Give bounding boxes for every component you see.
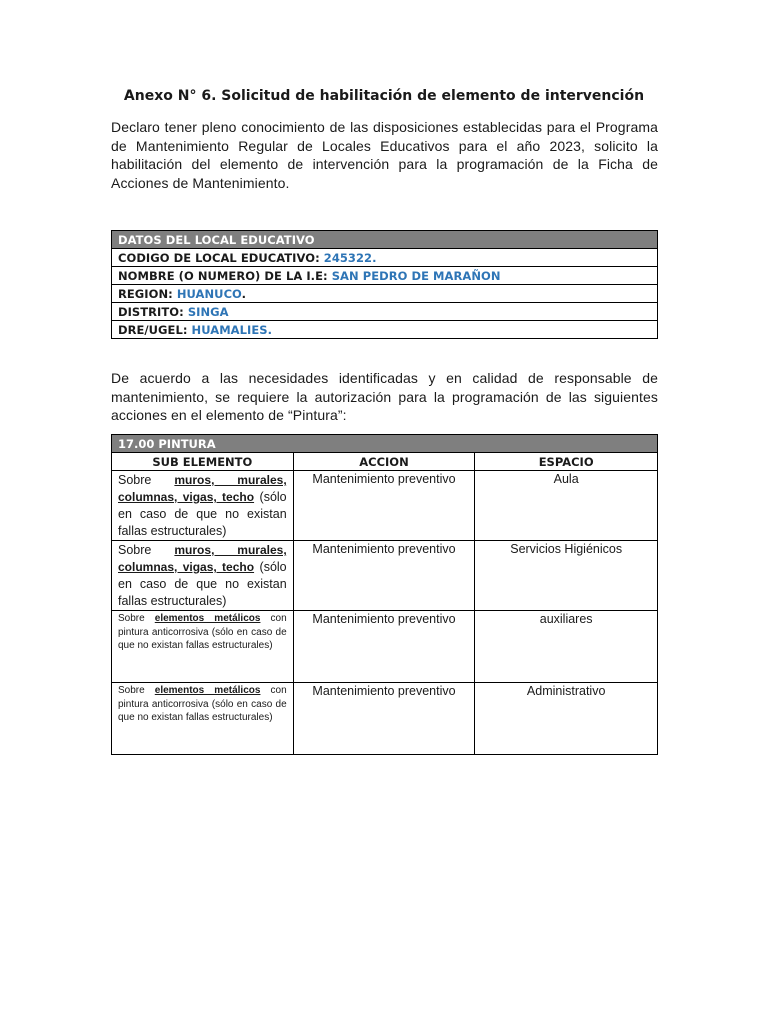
sub-prefix: Sobre [118, 543, 175, 557]
distrito-value: SINGA [187, 304, 229, 319]
codigo-label: CODIGO DE LOCAL EDUCATIVO: [118, 250, 324, 265]
sub-prefix: Sobre [118, 473, 175, 487]
accion-cell: Mantenimiento preventivo [293, 611, 475, 683]
sub-prefix: Sobre [118, 685, 155, 696]
local-data-table [111, 230, 658, 339]
nombre-label: NOMBRE (O NUMERO) DE LA I.E: [118, 268, 332, 283]
nombre-value: SAN PEDRO DE MARAÑON [331, 268, 501, 283]
table-row [112, 541, 658, 611]
sub-suffix: con pintura anticorrosiva (sólo en caso de que no existan fallas estructurales) [118, 613, 287, 651]
region-suffix: . [241, 286, 247, 301]
intro-paragraph: Declaro tener pleno conocimiento de las disposiciones establecidas para el Programa de Mantenimiento Regular de Locales Educativos para el año 2023, solicito la habilitación del elemento de intervención para la programación de la Ficha de Acciones de Mantenimiento. [111, 119, 658, 191]
sub-underlined: elementos metálicos [154, 685, 261, 696]
sub-elemento-cell [112, 683, 294, 755]
column-header-sub-elemento: SUB ELEMENTO [112, 453, 294, 471]
accion-cell: Mantenimiento preventivo [293, 683, 475, 755]
dre-ugel-value: HUAMALIES. [191, 322, 272, 337]
table-row [112, 267, 658, 285]
table-row [112, 471, 658, 541]
local-table-header: DATOS DEL LOCAL EDUCATIVO [112, 231, 658, 249]
paint-table-header: 17.00 PINTURA [112, 435, 658, 453]
sub-suffix: (sólo en caso de que no existan fallas estructurales) [118, 560, 287, 608]
dre-ugel-cell [112, 321, 658, 339]
accion-cell: Mantenimiento preventivo [293, 541, 475, 611]
table-row [112, 285, 658, 303]
accion-cell: Mantenimiento preventivo [293, 471, 475, 541]
sub-underlined: elementos metálicos [154, 613, 261, 624]
column-header-accion: ACCION [293, 453, 475, 471]
espacio-cell: Administrativo [475, 683, 658, 755]
table-row [112, 303, 658, 321]
espacio-cell: Servicios Higiénicos [475, 541, 658, 611]
sub-underlined: muros, murales, columnas, vigas, techo [118, 473, 287, 504]
sub-elemento-cell [112, 611, 294, 683]
region-label: REGION: [118, 286, 177, 301]
dre-ugel-label: DRE/UGEL: [118, 322, 192, 337]
sub-suffix: con pintura anticorrosiva (sólo en caso de que no existan fallas estructurales) [118, 685, 287, 723]
sub-suffix: (sólo en caso de que no existan fallas estructurales) [118, 490, 287, 538]
espacio-cell: Aula [475, 471, 658, 541]
table-row [112, 683, 658, 755]
nombre-cell [112, 267, 658, 285]
paint-actions-table [111, 434, 658, 755]
region-cell [112, 285, 658, 303]
sub-elemento-cell [112, 471, 294, 541]
codigo-value: 245322. [323, 250, 377, 265]
sub-prefix: Sobre [118, 613, 155, 624]
table-row [112, 611, 658, 683]
region-value: HUANUCO [176, 286, 242, 301]
table-row [112, 249, 658, 267]
document-title: Anexo N° 6. Solicitud de habilitación de elemento de intervención [123, 88, 645, 104]
distrito-label: DISTRITO: [118, 304, 188, 319]
table-row [112, 321, 658, 339]
sub-elemento-cell [112, 541, 294, 611]
distrito-cell [112, 303, 658, 321]
sub-underlined: muros, murales, columnas, vigas, techo [118, 543, 287, 574]
request-paragraph: De acuerdo a las necesidades identificadas y en calidad de responsable de mantenimiento, se requiere la autorización para la programación de las siguientes acciones en el elemento de “Pintura”: [111, 370, 658, 423]
espacio-cell: auxiliares [475, 611, 658, 683]
column-header-espacio: ESPACIO [475, 453, 658, 471]
codigo-cell [112, 249, 658, 267]
